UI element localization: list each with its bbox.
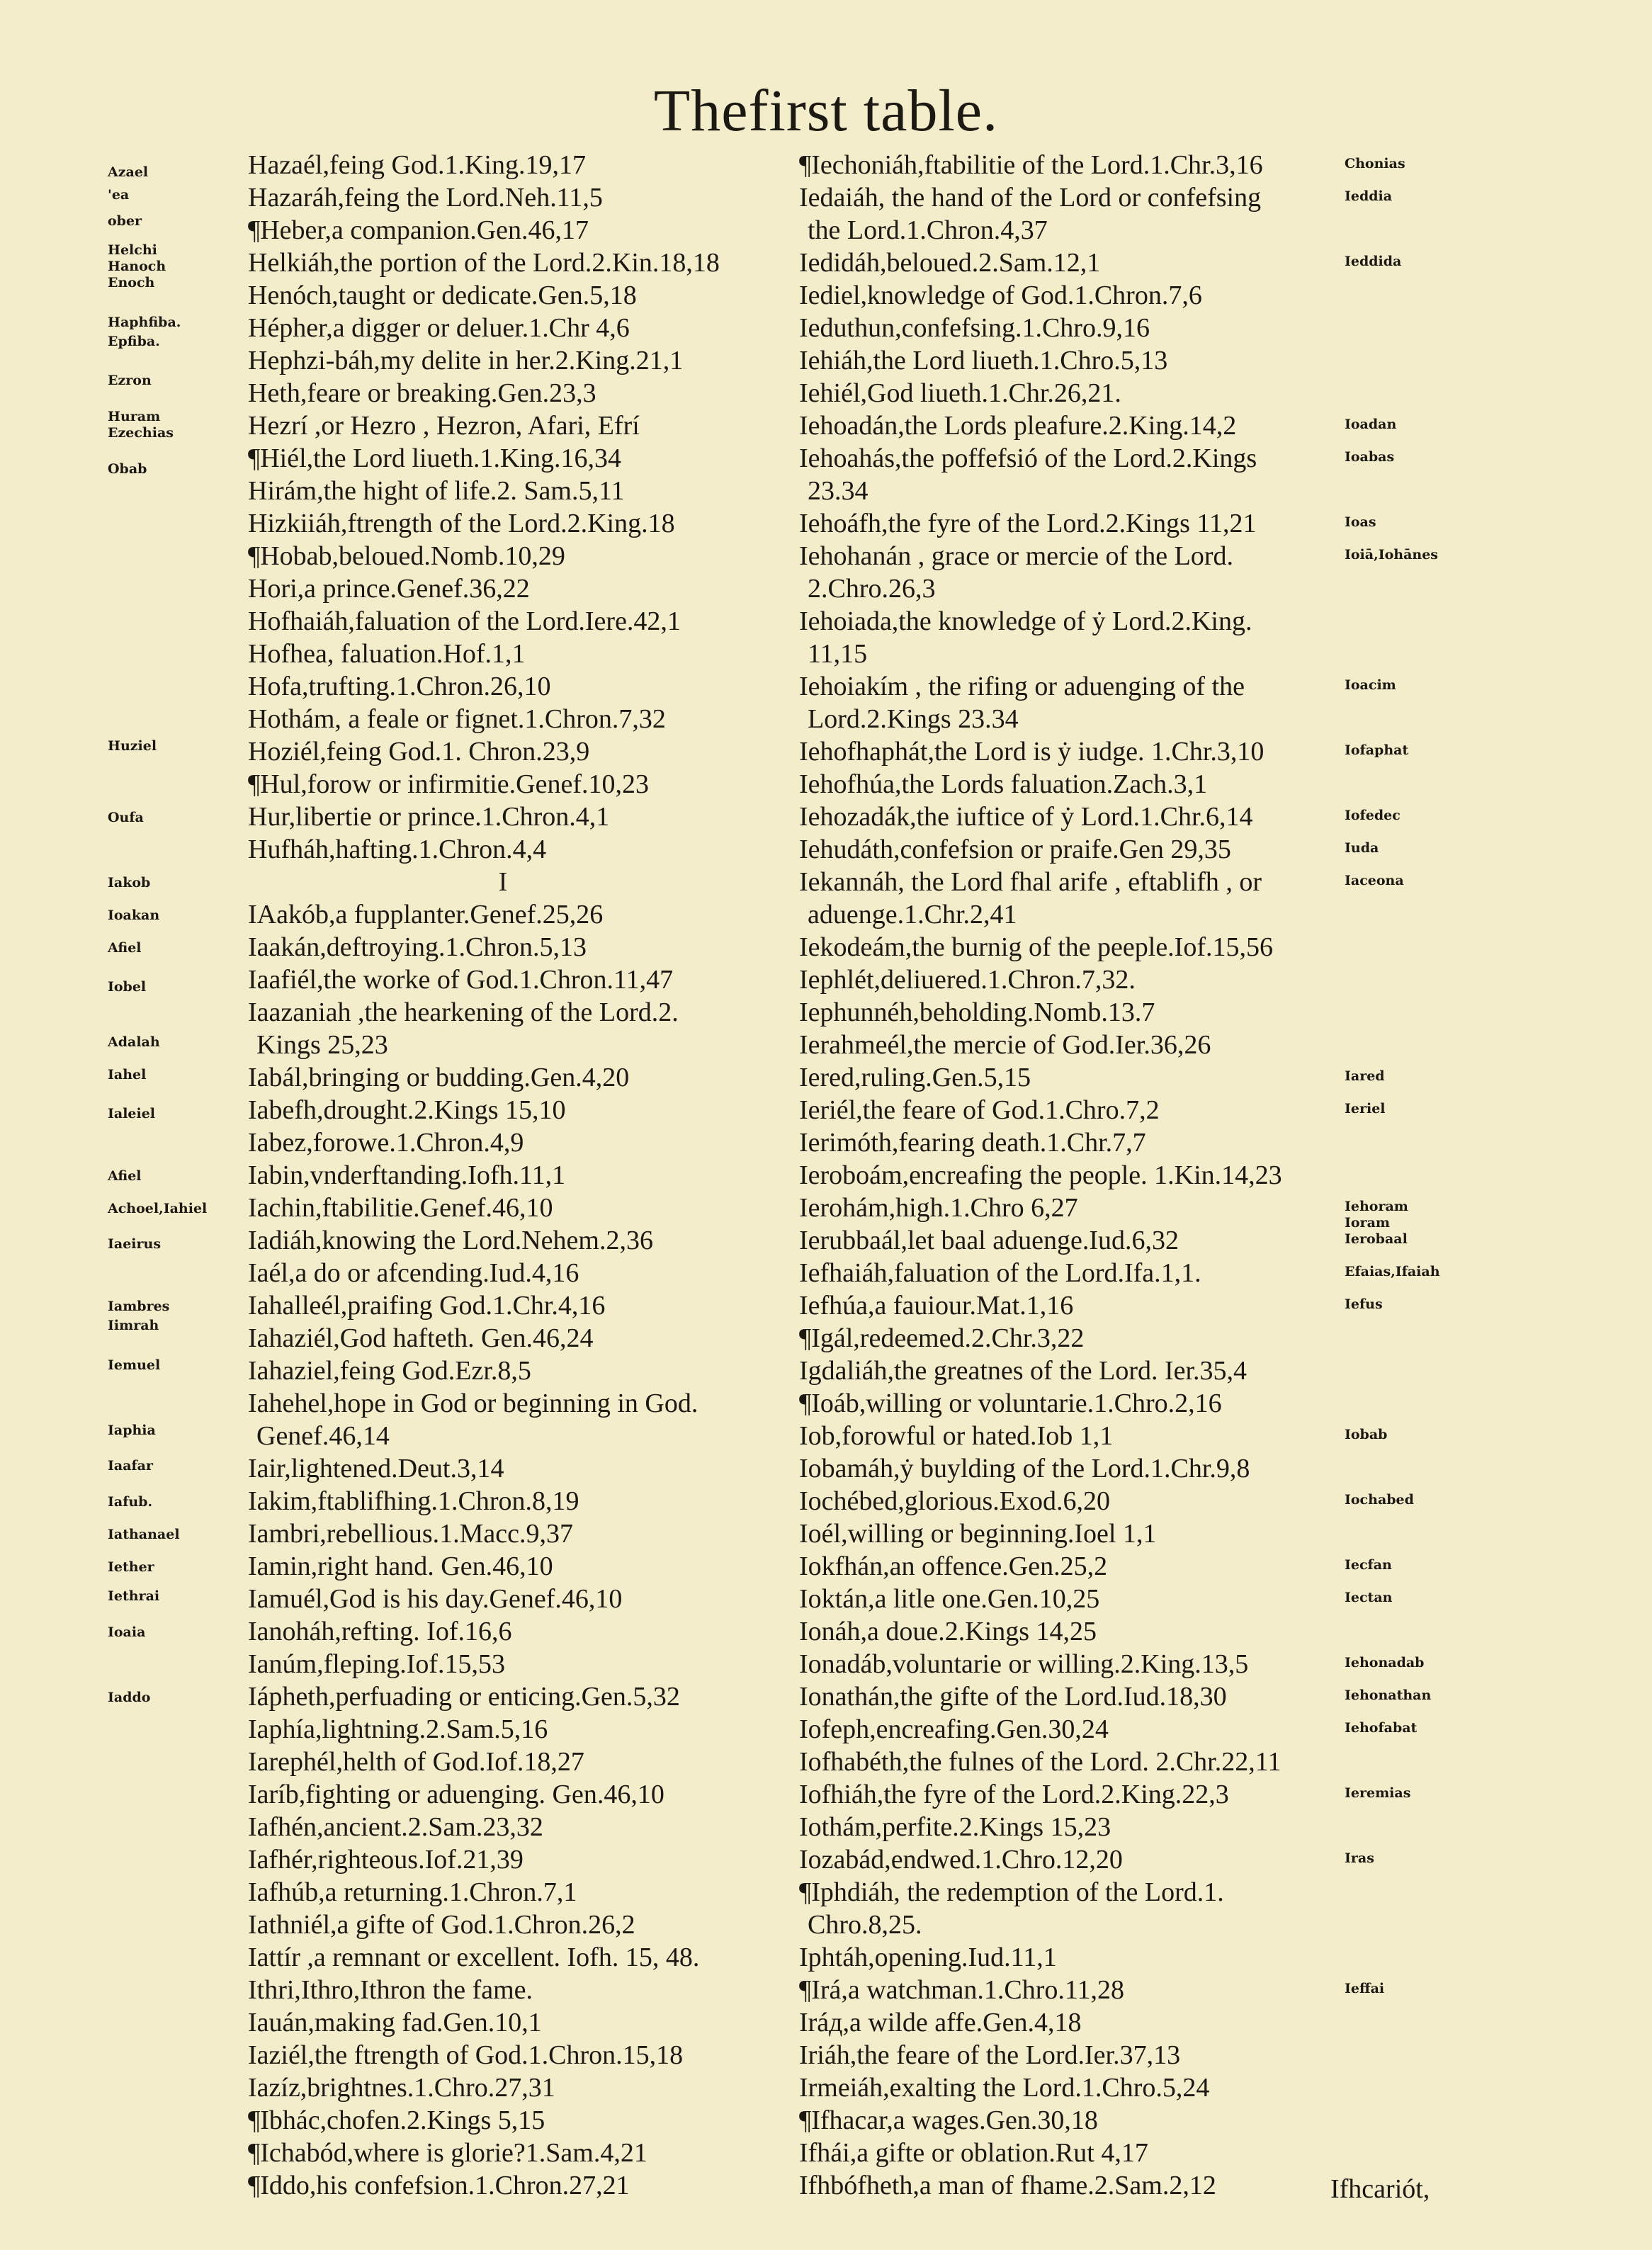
margin-note: Iathanael <box>108 1526 180 1542</box>
margin-note: Iecfan <box>1345 1557 1392 1573</box>
entry-line: Iabin,vnderftanding.Iofh.11,1 <box>248 1160 566 1190</box>
entry-line: Iekannáh, the Lord fhal arife , eftablifh , or <box>799 867 1262 897</box>
entry-line: Ionadáb,voluntarie or willing.2.King.13,5 <box>799 1649 1249 1679</box>
entry-line: Iamin,right hand. Gen.46,10 <box>248 1551 553 1581</box>
entry-line: Iehoahás,the poffefsió of the Lord.2.Kings <box>799 443 1257 473</box>
entry-line: aduenge.1.Chr.2,41 <box>808 900 1017 929</box>
entry-line: Kings 25,23 <box>256 1030 388 1060</box>
entry-line: 11,15 <box>808 639 868 669</box>
entry-line: Iápheth,perfuading or enticing.Gen.5,32 <box>248 1682 680 1712</box>
entry-line: Iedidáh,beloued.2.Sam.12,1 <box>799 248 1101 278</box>
left-column <box>248 149 800 2202</box>
entry-line: Iarephél,helth of God.Iof.18,27 <box>248 1747 584 1777</box>
margin-note: Ierobaal <box>1345 1231 1408 1247</box>
margin-note: Achoel,Iahiel <box>108 1200 208 1216</box>
entry-line: Iothám,perfite.2.Kings 15,23 <box>799 1812 1111 1842</box>
entry-line: Iattír ,a remnant or excellent. Iofh. 15, 48. <box>248 1943 700 1972</box>
entry-line: Iephlét,deliuered.1.Chron.7,32. <box>799 965 1136 995</box>
margin-note: Iehonadab <box>1345 1655 1425 1670</box>
margin-note: Iochabed <box>1345 1492 1414 1508</box>
entry-line: Iehiél,God liueth.1.Chr.26,21. <box>799 378 1121 408</box>
entry-line: Iofhabéth,the fulnes of the Lord. 2.Chr.22,11 <box>799 1747 1282 1777</box>
entry-line: Iazíz,brightnes.1.Chro.27,31 <box>248 2073 555 2103</box>
entry-line: Iamuél,God is his day.Genef.46,10 <box>248 1584 623 1614</box>
margin-note: Ioram <box>1345 1215 1390 1231</box>
margin-note: Iakob <box>108 874 151 891</box>
entry-line: ¶Irá,a watchman.1.Chro.11,28 <box>799 1975 1125 2005</box>
entry-line: Iahehel,hope in God or beginning in God. <box>248 1389 698 1418</box>
margin-note: Ieremias <box>1345 1785 1411 1801</box>
margin-note: Ioas <box>1345 514 1376 530</box>
entry-line: Helkiáh,the portion of the Lord.2.Kin.18,18 <box>248 248 720 278</box>
entry-line: Iabefh,drought.2.Kings 15,10 <box>248 1095 566 1125</box>
entry-line: ¶Hul,forow or infirmitie.Genef.10,23 <box>248 769 649 799</box>
entry-line: Genef.46,14 <box>256 1421 390 1451</box>
margin-note: Iared <box>1345 1068 1385 1084</box>
entry-line: Hufháh,hafting.1.Chron.4,4 <box>248 835 547 864</box>
entry-line: Ioél,willing or beginning.Ioel 1,1 <box>799 1519 1157 1549</box>
margin-note: Iambres <box>108 1298 170 1314</box>
margin-note: Ioiā,Iohānes <box>1345 547 1438 562</box>
entry-line: Iathniél,a gifte of God.1.Chron.26,2 <box>248 1910 635 1940</box>
margin-note: Oufa <box>108 809 144 825</box>
margin-note: Iafub. <box>108 1493 153 1510</box>
margin-note: Iemuel <box>108 1357 161 1373</box>
entry-line: I <box>498 867 508 897</box>
entry-line: Ianoháh,refting. Iof.16,6 <box>248 1617 512 1646</box>
margin-note: Iuda <box>1345 840 1379 856</box>
margin-note: Haphfiba. <box>108 314 181 330</box>
entry-line: Hofa,trufting.1.Chron.26,10 <box>248 672 551 701</box>
entry-line: Iekodeám,the burnig of the peeple.Iof.15,56 <box>799 932 1273 962</box>
entry-line: ¶Ibhác,chofen.2.Kings 5,15 <box>248 2105 545 2135</box>
entry-line: Hépher,a digger or deluer.1.Chr 4,6 <box>248 313 630 343</box>
margin-note: Iefus <box>1345 1296 1383 1312</box>
entry-line: Ierohám,high.1.Chro 6,27 <box>799 1193 1078 1223</box>
margin-note: Ieffai <box>1345 1981 1385 1996</box>
margin-note: Obab <box>108 460 147 477</box>
margin-note: Iaddo <box>108 1689 151 1705</box>
margin-note: Ioacim <box>1345 677 1396 693</box>
margin-note: Ieddida <box>1345 254 1402 269</box>
entry-line: Lord.2.Kings 23.34 <box>808 704 1019 734</box>
entry-line: Iaakán,deftroying.1.Chron.5,13 <box>248 932 587 962</box>
margin-note: Huram <box>108 409 161 424</box>
entry-line: Iered,ruling.Gen.5,15 <box>799 1063 1031 1092</box>
entry-line: Ionathán,the gifte of the Lord.Iud.18,30 <box>799 1682 1227 1712</box>
entry-line: ¶Igál,redeemed.2.Chr.3,22 <box>799 1323 1085 1353</box>
entry-line: Iephunnéh,beholding.Nomb.13.7 <box>799 997 1155 1027</box>
entry-line: 2.Chro.26,3 <box>808 574 936 604</box>
margin-note: Helchi <box>108 242 157 259</box>
entry-line: Iozabád,endwed.1.Chro.12,20 <box>799 1845 1123 1875</box>
margin-note: Iaeirus <box>108 1236 162 1253</box>
entry-line: Iehofhúa,the Lords faluation.Zach.3,1 <box>799 769 1208 799</box>
entry-line: Chro.8,25. <box>808 1910 922 1940</box>
entry-line: Iabez,forowe.1.Chron.4,9 <box>248 1128 524 1158</box>
entry-line: 23.34 <box>808 476 869 506</box>
entry-line: Hofhea, faluation.Hof.1,1 <box>248 639 526 669</box>
entry-line: Iob,forowful or hated.Iob 1,1 <box>799 1421 1114 1451</box>
entry-line: Iehoiada,the knowledge of ẏ Lord.2.King. <box>799 606 1252 636</box>
entry-line: Iauán,making fad.Gen.10,1 <box>248 2008 542 2037</box>
entry-line: Iahalleél,praifing God.1.Chr.4,16 <box>248 1291 606 1321</box>
entry-line: Ieriél,the feare of God.1.Chro.7,2 <box>799 1095 1160 1125</box>
entry-line: Iair,lightened.Deut.3,14 <box>248 1454 504 1483</box>
entry-line: ¶Ioáb,willing or voluntarie.1.Chro.2,16 <box>799 1389 1222 1418</box>
entry-line: Ionáh,a doue.2.Kings 14,25 <box>799 1617 1097 1646</box>
entry-line: Iphtáh,opening.Iud.11,1 <box>799 1943 1057 1972</box>
entry-line: ¶Heber,a companion.Gen.46,17 <box>248 215 589 245</box>
margin-note: Efaias,Ifaiah <box>1345 1264 1440 1279</box>
entry-line: Iehozadák,the iuftice of ẏ Lord.1.Chr.6,14 <box>799 802 1253 832</box>
entry-line: Iofhiáh,the fyre of the Lord.2.King.22,3 <box>799 1780 1229 1809</box>
margin-note: Afiel <box>108 1168 142 1184</box>
entry-line: Hephzi-báh,my delite in her.2.King.21,1 <box>248 346 684 375</box>
entry-line: Iabál,bringing or budding.Gen.4,20 <box>248 1063 630 1092</box>
entry-line: Igdaliáh,the greatnes of the Lord. Ier.35,4 <box>799 1356 1248 1386</box>
margin-note: Hanoch <box>108 259 166 275</box>
margin-note: Iahel <box>108 1067 147 1083</box>
entry-line: Iahaziél,God hafteth. Gen.46,24 <box>248 1323 594 1353</box>
entry-line: Iobamáh,ẏ buylding of the Lord.1.Chr.9,8 <box>799 1454 1250 1483</box>
entry-line: Iehoiakím , the rifing or aduenging of the <box>799 672 1245 701</box>
entry-line: ¶Ichabód,where is glorie?1.Sam.4,21 <box>248 2138 647 2168</box>
entry-line: Iriáh,the feare of the Lord.Ier.37,13 <box>799 2040 1181 2070</box>
entry-line: Hirám,the hight of life.2. Sam.5,11 <box>248 476 625 506</box>
margin-note: Iras <box>1345 1850 1374 1866</box>
margin-note: Azael <box>108 164 149 180</box>
entry-line: Iaafiél,the worke of God.1.Chron.11,47 <box>248 965 674 995</box>
margin-note: Iofaphat <box>1345 742 1409 758</box>
entry-line: Iehudáth,confefsion or praife.Gen 29,35 <box>799 835 1231 864</box>
entry-line: Iefhaiáh,faluation of the Lord.Ifa.1,1. <box>799 1258 1201 1288</box>
entry-line: Iefhúa,a fauiour.Mat.1,16 <box>799 1291 1074 1321</box>
entry-line: ¶Ifhacar,a wages.Gen.30,18 <box>799 2105 1098 2135</box>
margin-note: Adalah <box>108 1034 160 1051</box>
entry-line: Hizkiiáh,ftrength of the Lord.2.King.18 <box>248 509 675 538</box>
entry-line: Iaziél,the ftrength of God.1.Chron.15,18 <box>248 2040 684 2070</box>
margin-note: Iaphia <box>108 1422 156 1438</box>
entry-line: Hofhaiáh,faluation of the Lord.Iere.42,1 <box>248 606 681 636</box>
margin-note: Enoch <box>108 275 155 291</box>
margin-note: Iaceona <box>1345 873 1404 888</box>
entry-line: ¶Iphdiáh, the redemption of the Lord.1. <box>799 1877 1224 1907</box>
margin-note: Iobel <box>108 979 147 995</box>
entry-line: Ifhbófheth,a man of fhame.2.Sam.2,12 <box>799 2171 1216 2200</box>
margin-note: Iaafar <box>108 1458 154 1474</box>
entry-line: Iráд,a wilde affe.Gen.4,18 <box>799 2008 1082 2037</box>
margin-note: Ialeiel <box>108 1106 156 1122</box>
margin-note: Epfiba. <box>108 334 160 350</box>
entry-line: Hezrí ,or Hezro , Hezron, Afari, Efrí <box>248 411 640 441</box>
entry-line: Ieduthun,confefsing.1.Chro.9,16 <box>799 313 1150 343</box>
margin-note: Iofedec <box>1345 808 1401 823</box>
entry-line: Iehohanán , grace or mercie of the Lord. <box>799 541 1233 571</box>
margin-note: Chonias <box>1345 156 1405 171</box>
entry-line: Iakim,ftablifhing.1.Chron.8,19 <box>248 1486 579 1516</box>
catchword: Ifhcariót, <box>1330 2174 1430 2204</box>
margin-note: Ioakan <box>108 907 160 923</box>
margin-note: Iehonathan <box>1345 1688 1432 1703</box>
entry-line: Iehiáh,the Lord liueth.1.Chro.5,13 <box>799 346 1168 375</box>
margin-note: Ioaia <box>108 1624 146 1640</box>
entry-line: Hur,libertie or prince.1.Chron.4,1 <box>248 802 610 832</box>
entry-line: Hazaél,feing God.1.King.19,17 <box>248 150 586 180</box>
margin-note: Iether <box>108 1559 154 1575</box>
entry-line: Ithri,Ithro,Ithron the fame. <box>248 1975 533 2005</box>
entry-line: Iaphía,lightning.2.Sam.5,16 <box>248 1714 548 1744</box>
entry-line: Heth,feare or breaking.Gen.23,3 <box>248 378 596 408</box>
entry-line: Iahaziel,feing God.Ezr.8,5 <box>248 1356 531 1386</box>
margin-note: Ioadan <box>1345 417 1397 432</box>
margin-note: Ezechias <box>108 425 174 441</box>
page-title: Thefirst table. <box>653 78 999 144</box>
entry-line: ¶Iddo,his confefsion.1.Chron.27,21 <box>248 2171 630 2200</box>
entry-line: Iaríb,fighting or aduenging. Gen.46,10 <box>248 1780 664 1809</box>
entry-line: Iochébed,glorious.Exod.6,20 <box>799 1486 1111 1516</box>
entry-line: Iokfhán,an offence.Gen.25,2 <box>799 1551 1108 1581</box>
entry-line: Iediel,knowledge of God.1.Chron.7,6 <box>799 281 1202 310</box>
entry-line: ¶Hiél,the Lord liueth.1.King.16,34 <box>248 443 621 473</box>
entry-line: Iehofhaphát,the Lord is ẏ iudge. 1.Chr.3,10 <box>799 737 1265 767</box>
entry-line: Ifhái,a gifte or oblation.Rut 4,17 <box>799 2138 1148 2168</box>
margin-note: Iethrai <box>108 1588 160 1605</box>
entry-line: Ierimóth,fearing death.1.Chr.7,7 <box>799 1128 1146 1158</box>
margin-note: Ieddia <box>1345 188 1393 204</box>
entry-line: ¶Hobab,beloued.Nomb.10,29 <box>248 541 565 571</box>
margin-note: ober <box>108 213 142 229</box>
entry-line: the Lord.1.Chron.4,37 <box>808 215 1048 245</box>
margin-note: Ieriel <box>1345 1101 1386 1116</box>
entry-line: IAakób,a fupplanter.Genef.25,26 <box>248 900 604 929</box>
entry-line: Iedaiáh, the hand of the Lord or confefsing <box>799 183 1262 213</box>
entry-line: Henóch,taught or dedicate.Gen.5,18 <box>248 281 637 310</box>
entry-line: Iafhér,righteous.Iof.21,39 <box>248 1845 524 1875</box>
entry-line: ¶Iechoniáh,ftabilitie of the Lord.1.Chr.3,16 <box>799 150 1263 180</box>
entry-line: Iehoadán,the Lords pleafure.2.King.14,2 <box>799 411 1237 441</box>
margin-note: Iehofabat <box>1345 1720 1418 1736</box>
entry-line: Iaél,a do or afcending.Iud.4,16 <box>248 1258 579 1288</box>
margin-note: Iimrah <box>108 1318 159 1334</box>
entry-line: Hoziél,feing God.1. Chron.23,9 <box>248 737 590 767</box>
entry-line: Iafhén,ancient.2.Sam.23,32 <box>248 1812 543 1842</box>
margin-note: Afiel <box>108 939 142 956</box>
margin-note: Ioabas <box>1345 449 1395 465</box>
margin-note: Huziel <box>108 737 157 754</box>
entry-line: Iofeph,encreafing.Gen.30,24 <box>799 1714 1109 1744</box>
margin-note: Iobab <box>1345 1427 1388 1442</box>
entry-line: Irmeiáh,exalting the Lord.1.Chro.5,24 <box>799 2073 1210 2103</box>
entry-line: Ierubbaál,let baal aduenge.Iud.6,32 <box>799 1226 1179 1255</box>
entry-line: Ierahmeél,the mercie of God.Ier.36,26 <box>799 1030 1211 1060</box>
entry-line: Iafhúb,a returning.1.Chron.7,1 <box>248 1877 577 1907</box>
margin-note: Iectan <box>1345 1590 1393 1605</box>
entry-line: Iehoáfh,the fyre of the Lord.2.Kings 11,21 <box>799 509 1257 538</box>
entry-line: Hazaráh,feing the Lord.Neh.11,5 <box>248 183 603 213</box>
entry-line: Iaazaniah ,the hearkening of the Lord.2. <box>248 997 679 1027</box>
entry-line: Iachin,ftabilitie.Genef.46,10 <box>248 1193 553 1223</box>
right-column <box>799 149 1345 2202</box>
margin-note: Ezron <box>108 373 152 389</box>
entry-line: Hori,a prince.Genef.36,22 <box>248 574 530 604</box>
entry-line: Ieroboám,encreafing the people. 1.Kin.14,23 <box>799 1160 1282 1190</box>
entry-line: Iambri,rebellious.1.Macc.9,37 <box>248 1519 574 1549</box>
margin-note: Iehoram <box>1345 1199 1408 1214</box>
entry-line: Ianúm,fleping.Iof.15,53 <box>248 1649 506 1679</box>
margin-note: 'ea <box>108 187 130 203</box>
entry-line: Ioktán,a litle one.Gen.10,25 <box>799 1584 1100 1614</box>
entry-line: Hothám, a feale or fignet.1.Chron.7,32 <box>248 704 666 734</box>
entry-line: Iadiáh,knowing the Lord.Nehem.2,36 <box>248 1226 653 1255</box>
